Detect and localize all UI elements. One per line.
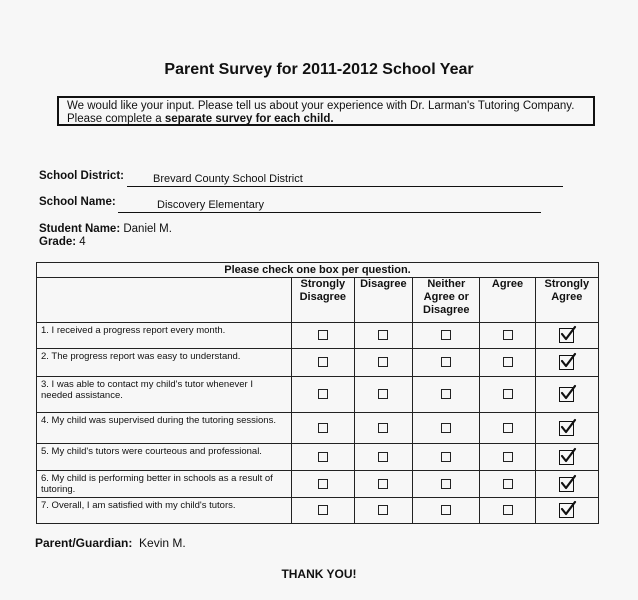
answer-cell — [535, 349, 598, 377]
column-header-1 — [292, 278, 354, 323]
column-header-1-line1: Strongly — [300, 278, 346, 290]
student-name-row — [39, 223, 172, 235]
answer-cell — [480, 444, 535, 471]
checkbox[interactable] — [441, 330, 451, 340]
checkbox[interactable] — [503, 389, 513, 399]
checkmark-icon — [559, 418, 577, 436]
column-header-3-line1: Neither — [427, 278, 466, 290]
checkbox[interactable] — [378, 389, 388, 399]
table-instruction: Please check one box per question. — [37, 263, 599, 278]
grade-row — [39, 236, 86, 248]
table-row — [37, 323, 599, 349]
intro-line-2 — [67, 113, 585, 126]
answer-cell — [292, 471, 354, 498]
answer-cell — [413, 349, 480, 377]
answer-cell — [480, 377, 535, 413]
column-header-3-line2: Agree or — [423, 291, 469, 303]
answer-cell — [535, 323, 598, 349]
intro-line-2-prefix: Please complete a — [67, 113, 165, 125]
checked-checkbox[interactable] — [559, 421, 574, 436]
thank-you: THANK YOU! — [281, 567, 357, 581]
answer-cell — [480, 323, 535, 349]
answer-cell — [354, 471, 413, 498]
district-label: School District: — [39, 170, 124, 182]
checked-checkbox[interactable] — [559, 503, 574, 518]
column-header-5-line1: Strongly — [544, 278, 590, 290]
answer-cell — [535, 471, 598, 498]
grade-label: Grade: — [39, 236, 77, 248]
column-header-5-line2: Agree — [551, 291, 583, 303]
checkbox[interactable] — [503, 423, 513, 433]
guardian-row — [35, 536, 186, 550]
answer-cell — [413, 444, 480, 471]
column-header-1-line2: Disagree — [299, 291, 347, 303]
answer-cell — [354, 323, 413, 349]
checkbox[interactable] — [441, 452, 451, 462]
checkbox[interactable] — [318, 357, 328, 367]
answer-cell — [354, 349, 413, 377]
intro-box — [57, 96, 595, 126]
question-text: 6. My child is performing better in schools as a result of tutoring. — [37, 471, 292, 498]
checkbox[interactable] — [503, 505, 513, 515]
header-row — [37, 278, 599, 323]
answer-cell — [413, 323, 480, 349]
answer-cell — [413, 377, 480, 413]
checked-checkbox[interactable] — [559, 328, 574, 343]
checkmark-icon — [559, 447, 577, 465]
checkbox[interactable] — [318, 479, 328, 489]
checkbox[interactable] — [503, 479, 513, 489]
checkbox[interactable] — [318, 505, 328, 515]
answer-cell — [535, 377, 598, 413]
checkbox[interactable] — [441, 357, 451, 367]
instruction-row — [37, 263, 599, 278]
column-header-4-line1: Agree — [491, 278, 524, 290]
answer-cell — [413, 498, 480, 524]
checkbox[interactable] — [378, 330, 388, 340]
checkbox[interactable] — [318, 330, 328, 340]
checked-checkbox[interactable] — [559, 355, 574, 370]
answer-cell — [480, 471, 535, 498]
answer-cell — [535, 498, 598, 524]
answer-cell — [292, 444, 354, 471]
district-value: Brevard County School District — [153, 173, 303, 185]
column-header-2 — [354, 278, 413, 323]
question-text: 5. My child's tutors were courteous and professional. — [37, 444, 292, 471]
page-title: Parent Survey for 2011-2012 School Year — [164, 61, 474, 78]
checkbox[interactable] — [441, 389, 451, 399]
checkbox[interactable] — [503, 330, 513, 340]
table-row — [37, 471, 599, 498]
column-header-3-line3: Disagree — [423, 304, 470, 316]
answer-cell — [292, 323, 354, 349]
question-text: 4. My child was supervised during the tutoring sessions. — [37, 413, 292, 444]
checkbox[interactable] — [441, 479, 451, 489]
question-text: 7. Overall, I am satisfied with my child's tutors. — [37, 498, 292, 524]
table-row — [37, 444, 599, 471]
table-row — [37, 413, 599, 444]
checkbox[interactable] — [378, 479, 388, 489]
column-header-3 — [413, 278, 480, 323]
question-text: 3. I was able to contact my child's tutor whenever I needed assistance. — [37, 377, 292, 413]
checkbox[interactable] — [378, 505, 388, 515]
checkbox[interactable] — [378, 357, 388, 367]
school-underline — [118, 212, 541, 213]
answer-cell — [354, 413, 413, 444]
answer-cell — [354, 444, 413, 471]
answer-cell — [354, 498, 413, 524]
table-row — [37, 377, 599, 413]
student-value: Daniel M. — [123, 223, 172, 235]
checkbox[interactable] — [378, 423, 388, 433]
answer-cell — [354, 377, 413, 413]
answer-cell — [480, 413, 535, 444]
grade-value: 4 — [79, 236, 86, 248]
guardian-value: Kevin M. — [139, 536, 186, 550]
answer-cell — [480, 498, 535, 524]
checked-checkbox[interactable] — [559, 387, 574, 402]
checkbox[interactable] — [503, 357, 513, 367]
question-rows — [37, 323, 599, 524]
answer-cell — [292, 498, 354, 524]
checkmark-icon — [559, 352, 577, 370]
checkbox[interactable] — [318, 389, 328, 399]
checkmark-icon — [559, 500, 577, 518]
answer-cell — [292, 377, 354, 413]
column-header-4 — [480, 278, 535, 323]
guardian-label: Parent/Guardian: — [35, 536, 133, 550]
column-header-2-line1: Disagree — [360, 278, 407, 290]
answer-cell — [413, 471, 480, 498]
checkbox[interactable] — [318, 423, 328, 433]
school-label: School Name: — [39, 196, 116, 208]
answer-cell — [535, 444, 598, 471]
answer-cell — [292, 349, 354, 377]
table-row — [37, 498, 599, 524]
column-header-5 — [535, 278, 598, 323]
intro-line-2-bold: separate survey for each child. — [164, 113, 334, 125]
table-row — [37, 349, 599, 377]
checkbox[interactable] — [503, 452, 513, 462]
district-underline — [127, 186, 563, 187]
school-value: Discovery Elementary — [157, 199, 264, 211]
checkmark-icon — [559, 474, 577, 492]
checked-checkbox[interactable] — [559, 477, 574, 492]
checkbox[interactable] — [441, 505, 451, 515]
answer-cell — [292, 413, 354, 444]
student-label: Student Name: — [39, 223, 121, 235]
checkbox[interactable] — [318, 452, 328, 462]
checked-checkbox[interactable] — [559, 450, 574, 465]
intro-line-1: We would like your input. Please tell us about your experience with Dr. Larman's Tutoring Company. — [67, 100, 575, 112]
checkbox[interactable] — [441, 423, 451, 433]
answer-cell — [535, 413, 598, 444]
answer-cell — [480, 349, 535, 377]
survey-table — [36, 262, 599, 524]
question-text: 1. I received a progress report every month. — [37, 323, 292, 349]
checkmark-icon — [559, 384, 577, 402]
checkmark-icon — [559, 325, 577, 343]
checkbox[interactable] — [378, 452, 388, 462]
question-header — [37, 278, 292, 323]
question-text: 2. The progress report was easy to understand. — [37, 349, 292, 377]
answer-cell — [413, 413, 480, 444]
